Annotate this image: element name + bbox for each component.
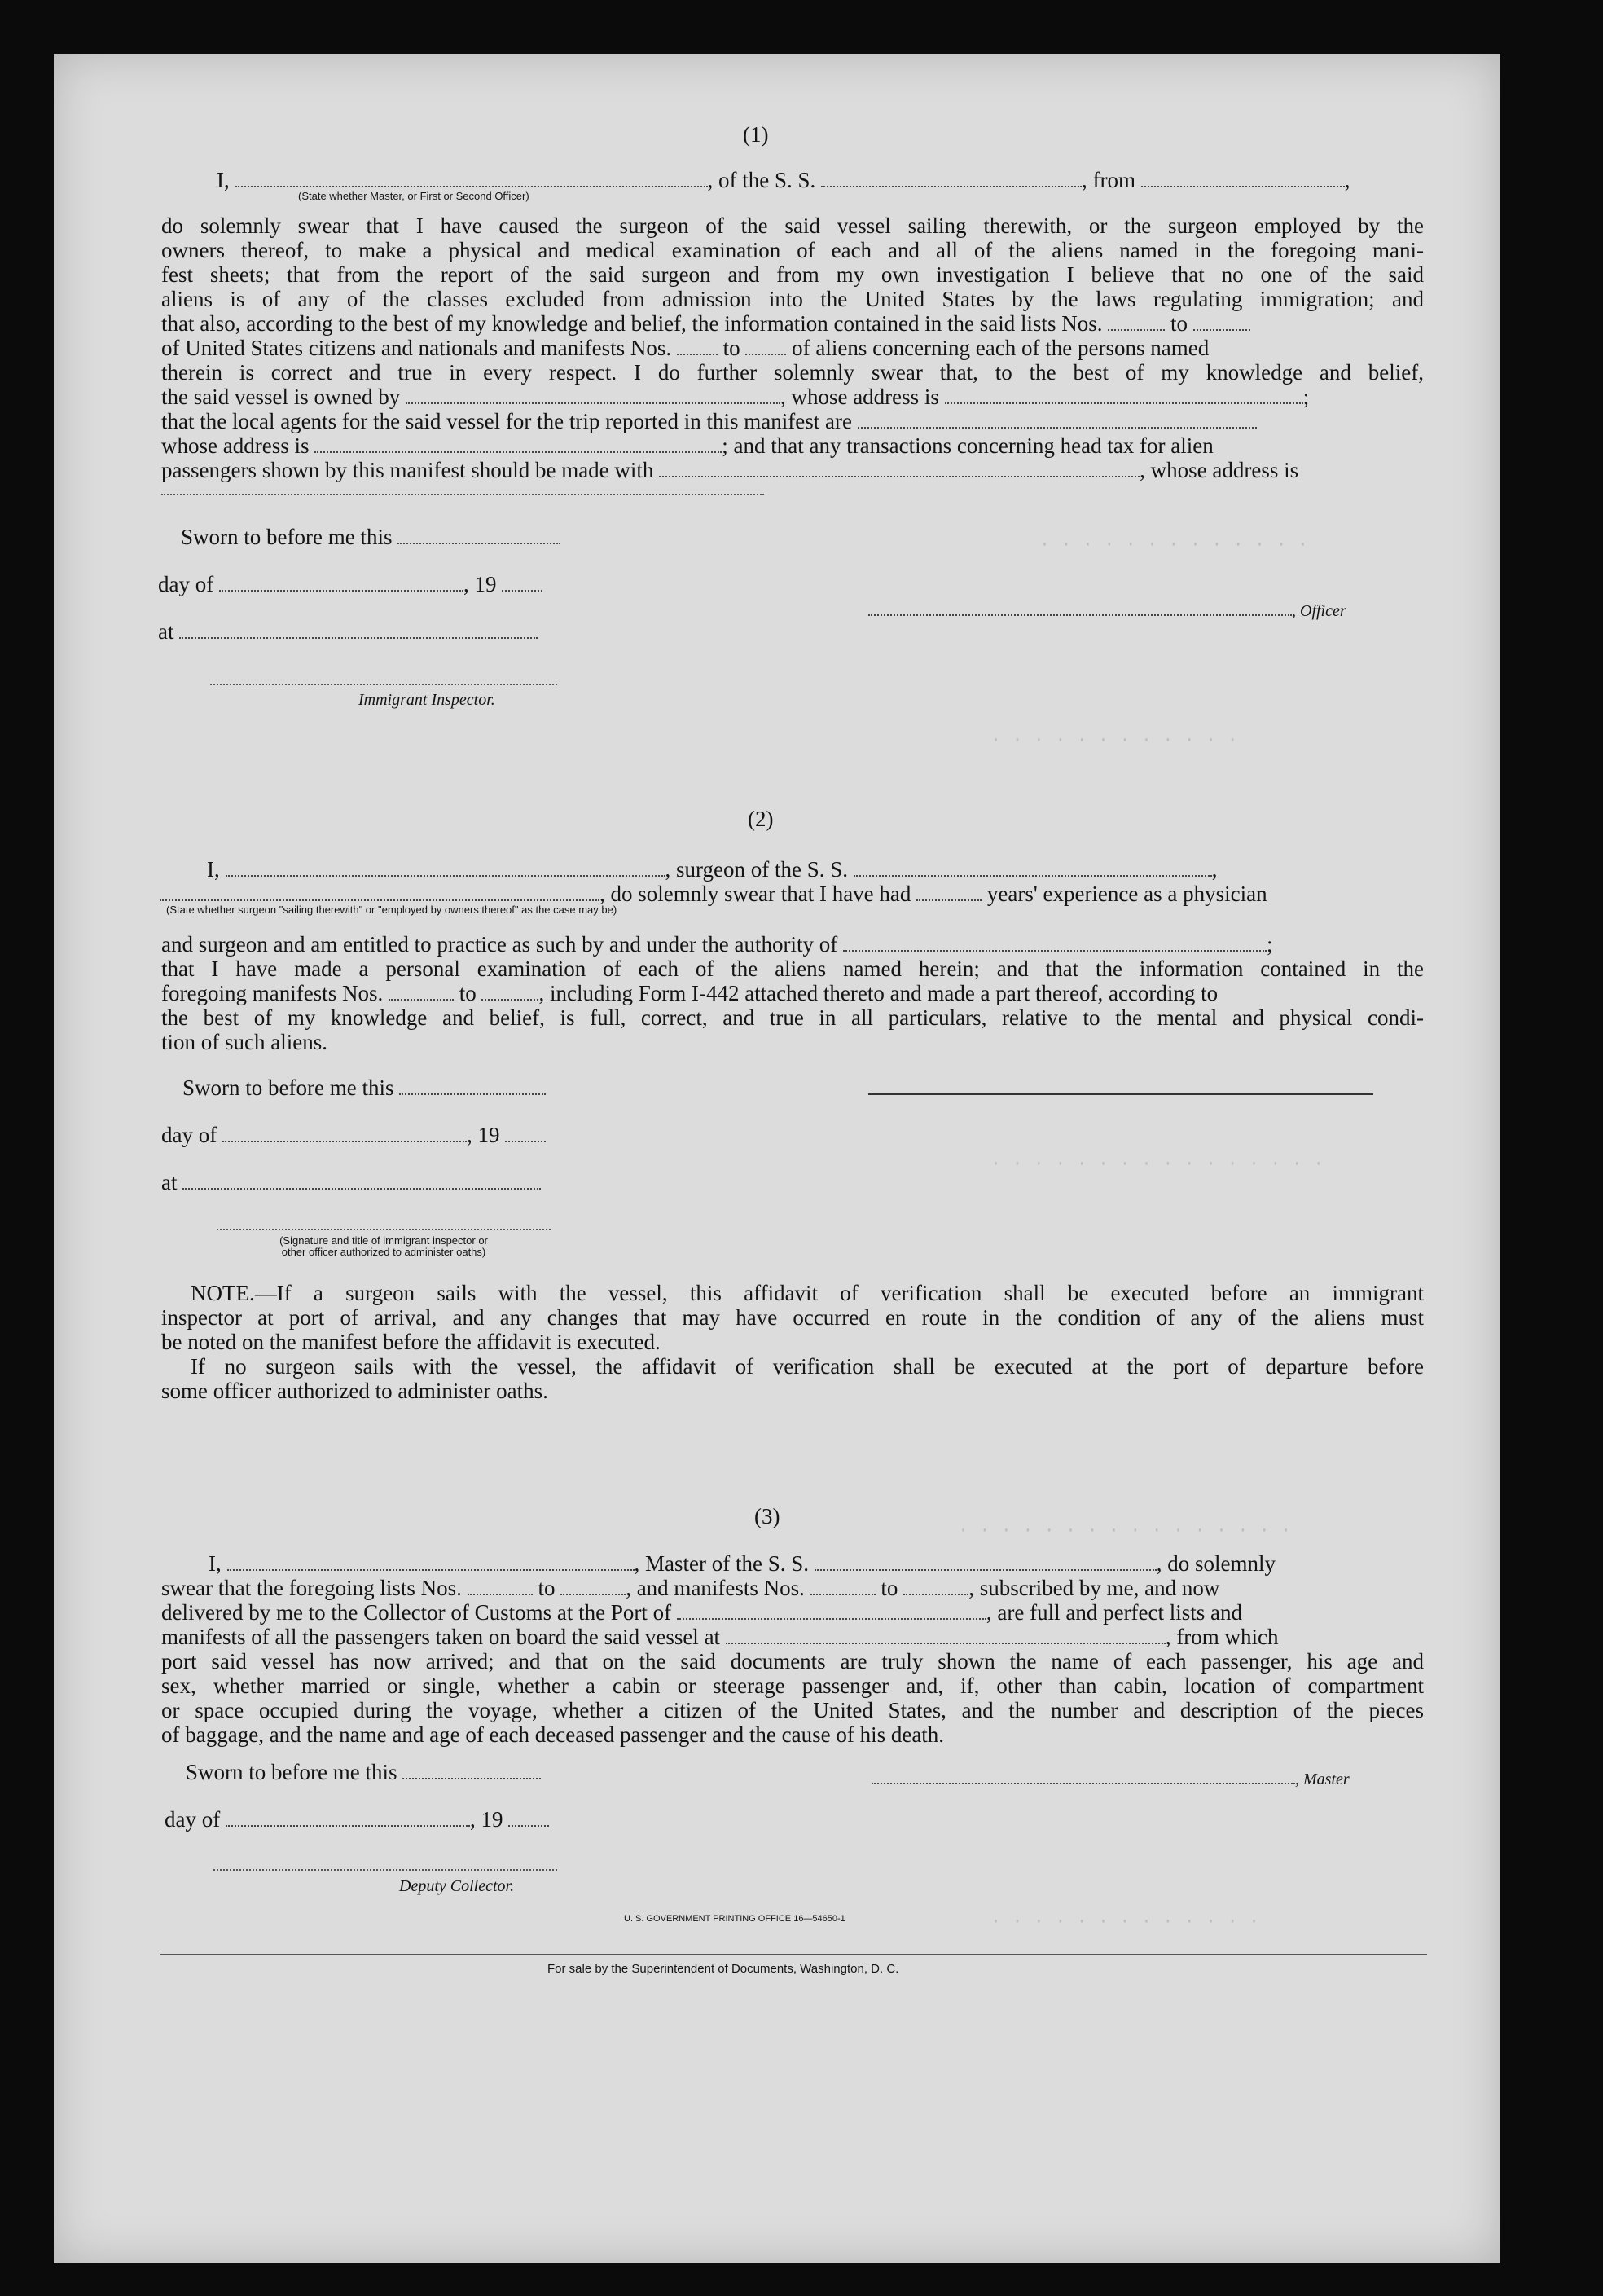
owner-field[interactable] <box>406 385 780 404</box>
authority-text: and surgeon and am entitled to practice as such by and under the authority of <box>161 932 838 957</box>
agents-address-field[interactable] <box>314 433 722 453</box>
lists-line <box>161 311 1250 336</box>
text-i: I, <box>207 857 220 882</box>
solemnly-text: , do solemnly <box>1156 1551 1276 1576</box>
oath-line: of baggage, and the name and age of each deceased passenger and the cause of his death. <box>161 1722 945 1747</box>
manifest-back-page <box>54 54 1500 2263</box>
footer-sale-note: For sale by the Superintendent of Documents, Washington, D. C. <box>547 1962 899 1976</box>
text-to: to <box>459 981 477 1005</box>
agents-line <box>161 409 1257 433</box>
at-text: at <box>158 619 174 644</box>
day-of-line <box>161 1123 546 1147</box>
text-from: , from <box>1082 168 1135 192</box>
month-field[interactable] <box>226 1807 470 1827</box>
master-name-field[interactable] <box>227 1551 635 1571</box>
master-signature-line <box>872 1765 1350 1792</box>
oath-line: or space occupied during the voyage, whether a citizen of the United States, and the number and description of the pieces <box>161 1698 1424 1722</box>
master-line <box>209 1551 1276 1576</box>
official-caption: (Signature and title of immigrant inspector or <box>279 1234 488 1247</box>
note-line: NOTE.—If a surgeon sails with the vessel, this affidavit of verification shall be executed before an immigrant <box>191 1281 1424 1305</box>
sworn-line <box>182 1075 546 1100</box>
manifests-text: , and manifests Nos. <box>626 1576 805 1600</box>
bleed-through-text: · · · · · · · · · · · · · · · · <box>958 1520 1292 1541</box>
lists-text: swear that the foregoing lists Nos. <box>161 1576 462 1600</box>
lists-text: that also, according to the best of my knowledge and belief, the information contained in the said lists Nos. <box>161 311 1103 336</box>
note-line: some officer authorized to administer oaths. <box>161 1379 548 1403</box>
sworn-line <box>186 1760 541 1784</box>
text-i: I, <box>209 1551 222 1576</box>
sworn-date-field[interactable] <box>397 525 560 544</box>
at-text: at <box>161 1170 178 1194</box>
bleed-through-text: · · · · · · · · · · · · · <box>990 1911 1260 1932</box>
text-comma: , <box>1211 857 1218 882</box>
section-1-number: (1) <box>743 122 769 147</box>
text-to: to <box>722 336 740 360</box>
master-signature-field[interactable] <box>872 1765 1295 1784</box>
years-field[interactable] <box>916 882 982 901</box>
officer-signature-field[interactable] <box>868 596 1292 616</box>
day-of-line <box>165 1807 549 1832</box>
sworn-line <box>181 525 560 549</box>
lists-from-field[interactable] <box>1108 311 1165 331</box>
bleed-through-text: · · · · · · · · · · · · <box>990 730 1238 750</box>
oath-line: that I have made a personal examination of each of the aliens named herein; and that the information contained in the <box>161 957 1424 981</box>
oath-line: sex, whether married or single, whether a cabin or steerage passenger and, if, other than cabin, location of compartment <box>161 1674 1424 1698</box>
foregoing-line <box>161 981 1218 1005</box>
surgeon-status-caption: (State whether surgeon "sailing therewith" or "employed by owners thereof" as the case may be) <box>166 904 617 916</box>
footer-rule <box>160 1954 1427 1955</box>
address-text: whose address is <box>161 433 310 458</box>
manifests-from-field[interactable] <box>810 1576 876 1595</box>
year-text: , 19 <box>463 572 497 596</box>
text-of-ss: , of the S. S. <box>707 168 816 192</box>
head-tax-text: ; and that any transactions concerning head tax for alien <box>722 433 1214 458</box>
address-underline <box>161 494 764 495</box>
day-of-text: day of <box>161 1123 217 1147</box>
sworn-text: Sworn to before me this <box>181 525 393 549</box>
sworn-text: Sworn to before me this <box>186 1760 397 1784</box>
from-which-text: , from which <box>1165 1625 1279 1649</box>
day-of-text: day of <box>158 572 214 596</box>
text-to: to <box>1170 311 1188 336</box>
sworn-date-field[interactable] <box>402 1760 541 1779</box>
head-tax-party-field[interactable] <box>659 458 1140 477</box>
departure-port-field[interactable] <box>726 1625 1166 1644</box>
origin-port-field[interactable] <box>1141 168 1345 187</box>
manifests-to-field[interactable] <box>903 1576 968 1595</box>
collector-label: Deputy Collector. <box>399 1877 515 1895</box>
owner-address-field[interactable] <box>945 385 1303 404</box>
full-perfect-text: , are full and perfect lists and <box>986 1600 1243 1625</box>
experience-line <box>160 882 1267 906</box>
owner-line <box>161 385 1309 409</box>
vessel-name-field[interactable] <box>821 168 1082 187</box>
form-text: , including Form I-442 attached thereto and made a part thereof, according to <box>538 981 1219 1005</box>
aliens-text: of aliens concerning each of the persons named <box>792 336 1210 360</box>
swear-text: , do solemnly swear that I have had <box>599 882 911 906</box>
agents-text: that the local agents for the said vessel for the trip reported in this manifest are <box>161 409 852 433</box>
passengers-text: passengers shown by this manifest should be made with <box>161 458 654 482</box>
surgeon-line <box>207 857 1218 882</box>
inspector-signature-line[interactable] <box>210 684 557 685</box>
section-1-first-line <box>217 168 1350 192</box>
place-field[interactable] <box>182 1170 541 1190</box>
official-signature-line[interactable] <box>217 1229 551 1230</box>
port-line <box>161 1600 1242 1625</box>
official-caption: other officer authorized to administer oaths) <box>281 1246 486 1258</box>
oath-line: the best of my knowledge and belief, is full, correct, and true in all particulars, relative to the mental and physical condi- <box>161 1005 1424 1030</box>
oath-line: tion of such aliens. <box>161 1030 327 1054</box>
manifests-from-field[interactable] <box>389 981 454 1001</box>
surgeon-name-field[interactable] <box>226 857 665 877</box>
year-field[interactable] <box>508 1807 549 1827</box>
month-field[interactable] <box>222 1123 467 1142</box>
experience-text: years' experience as a physician <box>986 882 1267 906</box>
officer-signature-line <box>868 596 1346 623</box>
vessel-name-field[interactable] <box>854 857 1212 877</box>
inspector-label: Immigrant Inspector. <box>358 691 495 709</box>
whose-address-line <box>161 433 1214 458</box>
citizens-line <box>161 336 1209 360</box>
officer-name-field[interactable] <box>235 168 708 187</box>
manifests-to-field[interactable] <box>481 981 538 1001</box>
month-field[interactable] <box>219 572 463 592</box>
oath-line: do solemnly swear that I have caused the surgeon of the said vessel sailing therewith, or the surgeon employed by the <box>161 213 1424 238</box>
text-i: I, <box>217 168 230 192</box>
surgeon-status-field[interactable] <box>160 882 599 901</box>
surgeon-of-ss-text: , surgeon of the S. S. <box>665 857 849 882</box>
master-label: , Master <box>1295 1770 1350 1788</box>
bleed-through-text: · · · · · · · · · · · · · · · · <box>990 1154 1324 1174</box>
oath-line: therein is correct and true in every respect. I do further solemnly swear that, to the best of my knowledge and belief, <box>161 360 1424 385</box>
note-line: inspector at port of arrival, and any changes that may have occurred en route in the condition of any of the aliens must <box>161 1305 1424 1330</box>
place-field[interactable] <box>179 619 538 639</box>
master-of-ss-text: , Master of the S. S. <box>634 1551 809 1576</box>
sworn-date-field[interactable] <box>399 1075 546 1095</box>
agents-field[interactable] <box>858 409 1257 429</box>
subscribed-text: , subscribed by me, and now <box>968 1576 1220 1600</box>
foregoing-text: foregoing manifests Nos. <box>161 981 384 1005</box>
text-semicolon: ; <box>1267 932 1273 957</box>
note-line: If no surgeon sails with the vessel, the affidavit of verification shall be executed at the port of departure before <box>191 1354 1424 1379</box>
year-text: , 19 <box>466 1123 500 1147</box>
note-line: be noted on the manifest before the affidavit is executed. <box>161 1330 661 1354</box>
officer-label: , Officer <box>1292 602 1346 620</box>
delivered-text: delivered by me to the Collector of Customs at the Port of <box>161 1600 672 1625</box>
lists-from-field[interactable] <box>468 1576 533 1595</box>
text-comma: , <box>1344 168 1350 192</box>
oath-line: owners thereof, to make a physical and medical examination of each and all of the aliens named in the foregoing mani- <box>161 238 1424 262</box>
year-text: , 19 <box>469 1807 503 1832</box>
text-to: to <box>538 1576 556 1600</box>
oath-line: fest sheets; that from the report of the said surgeon and from my own investigation I believe that no one of the said <box>161 262 1424 287</box>
section-3-number: (3) <box>754 1504 780 1528</box>
manifests-all-text: manifests of all the passengers taken on board the said vessel at <box>161 1625 721 1649</box>
day-of-text: day of <box>165 1807 221 1832</box>
officer-rank-caption: (State whether Master, or First or Second Officer) <box>298 190 529 202</box>
text-semicolon: ; <box>1302 385 1310 409</box>
owned-text: the said vessel is owned by <box>161 385 401 409</box>
boarded-line <box>161 1625 1279 1649</box>
authority-line <box>161 932 1273 957</box>
sworn-text: Sworn to before me this <box>182 1075 394 1100</box>
day-of-line <box>158 572 542 596</box>
lists-to-field[interactable] <box>560 1576 626 1595</box>
address-text: , whose address is <box>1140 458 1299 482</box>
citizens-text: of United States citizens and nationals and manifests Nos. <box>161 336 672 360</box>
lists-line <box>161 1576 1219 1600</box>
printer-imprint: U. S. GOVERNMENT PRINTING OFFICE 16—54650-1 <box>624 1914 845 1924</box>
oath-line: aliens is of any of the classes excluded from admission into the United States by the laws regulating immigration; and <box>161 287 1424 311</box>
manifests-from-field[interactable] <box>677 336 718 355</box>
oath-line: port said vessel has now arrived; and that on the said documents are truly shown the name of each passenger, his age and <box>161 1649 1424 1674</box>
collector-signature-line[interactable] <box>213 1869 557 1871</box>
year-field[interactable] <box>502 572 542 592</box>
address-text: , whose address is <box>780 385 939 409</box>
at-line <box>158 619 538 644</box>
passengers-line <box>161 458 1298 482</box>
arrival-port-field[interactable] <box>677 1600 986 1620</box>
surgeon-signature-line[interactable] <box>868 1093 1373 1095</box>
lists-to-field[interactable] <box>1193 311 1250 331</box>
section-2-number: (2) <box>748 807 774 831</box>
text-to: to <box>881 1576 898 1600</box>
bleed-through-text: · · · · · · · · · · · · · <box>1039 534 1309 555</box>
manifests-to-field[interactable] <box>745 336 786 355</box>
year-field[interactable] <box>505 1123 546 1142</box>
at-line <box>161 1170 541 1194</box>
authority-field[interactable] <box>843 932 1267 952</box>
vessel-name-field[interactable] <box>815 1551 1157 1571</box>
